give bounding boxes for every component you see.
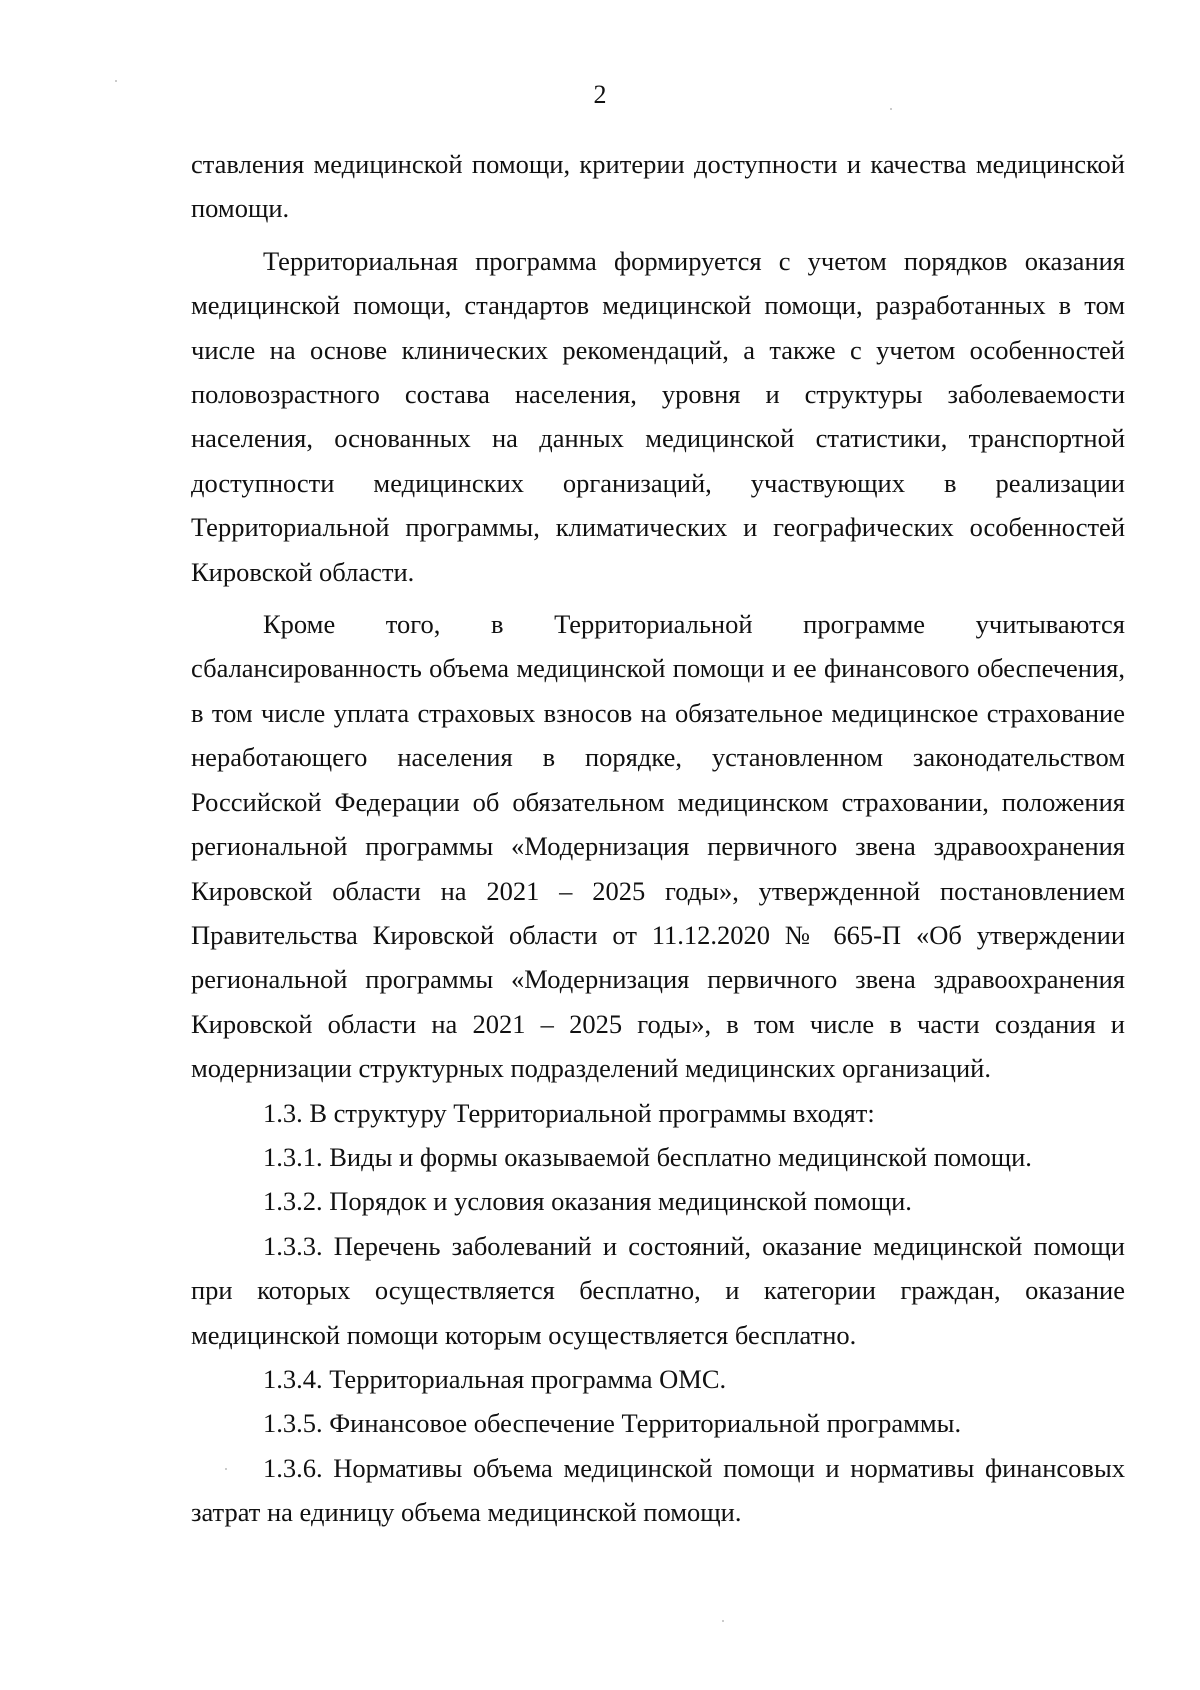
scan-speck: [225, 1468, 227, 1470]
page-number: 2: [593, 80, 607, 109]
list-item-1-3-5: 1.3.5. Финансовое обеспечение Территориальной программы.: [263, 1408, 962, 1439]
list-item-1-3-1: 1.3.1. Виды и формы оказываемой бесплатно медицинской помощи.: [263, 1141, 1032, 1172]
list-item-1-3-2: 1.3.2. Порядок и условия оказания медицинской помощи.: [263, 1186, 912, 1217]
list-item-1-3-4: 1.3.4. Территориальная программа ОМС.: [263, 1363, 727, 1394]
scan-speck: [722, 1620, 724, 1622]
document-body: [191, 142, 1125, 1535]
paragraph-balance: Кроме того, в Территориальной программе учитываются сбалансированность объема медицинской помощи и ее финансового обеспечения, в том числе уплата страховых взносов на обязательное медицинское страхование неработающего населения в порядке, установленном законодательством Российской Федерации об обязательном медицинском страховании, положения региональной программы «Модернизация первичного звена здравоохранения Кировской области на 2021 – 2025 годы», утвержденной постановлением Правительства Кировской области от 11.12.2020 № 665-П «Об утверждении региональной программы «Модернизация первичного звена здравоохранения Кировской области на 2021 – 2025 годы», в том числе в части создания и модернизации структурных подразделений медицинских организаций.: [191, 609, 1125, 1084]
list-heading-1-3: 1.3. В структуру Территориальной программы входят:: [263, 1097, 875, 1128]
scan-speck: [115, 80, 117, 82]
paragraph-territorial-program: Территориальная программа формируется с учетом порядков оказания медицинской помощи, стандартов медицинской помощи, разработанных в том числе на основе клинических рекомендаций, а также с учетом особенностей половозрастного состава населения, уровня и структуры заболеваемости населения, основанных на данных медицинской статистики, транспортной доступности медицинских организаций, участвующих в реализации Территориальной программы, климатических и географических особенностей Кировской области.: [191, 245, 1125, 587]
list-item-1-3-6: 1.3.6. Нормативы объема медицинской помощи и нормативы финансовых затрат на единицу объема медицинской помощи.: [191, 1452, 1125, 1528]
list-item-1-3-3: 1.3.3. Перечень заболеваний и состояний, оказание медицинской помощи при которых осуществляется бесплатно, и категории граждан, оказание медицинской помощи которым осуществляется бесплатно.: [191, 1230, 1125, 1350]
paragraph-continuation: ставления медицинской помощи, критерии доступности и качества медицинской помощи.: [191, 149, 1125, 224]
scan-speck: [890, 108, 892, 110]
